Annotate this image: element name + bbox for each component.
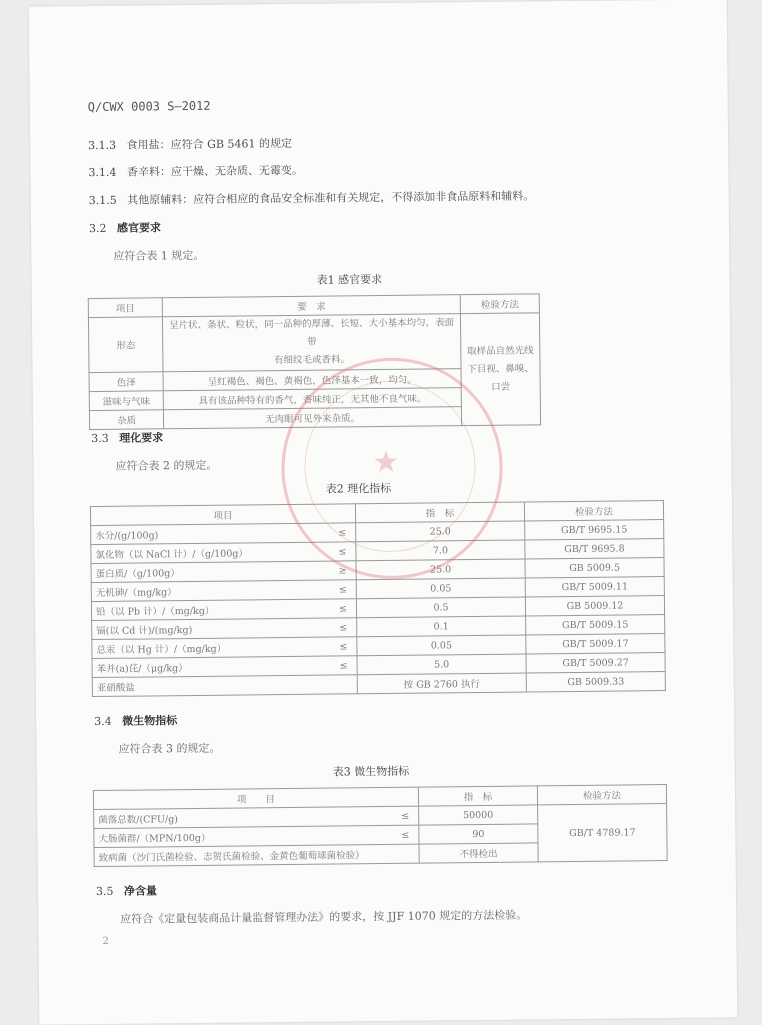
row-value: 90 — [419, 824, 538, 844]
row-operator: ≤ — [392, 825, 419, 844]
row-requirement: 呈红褐色、褐色、黄褐色，色泽基本一致，均匀。 — [163, 369, 461, 391]
table2-caption: 表2 理化指标 — [325, 481, 392, 496]
row-method: GB 5009.12 — [525, 596, 664, 616]
table1-caption: 表1 感官要求 — [316, 272, 383, 287]
row-value: 0.05 — [356, 578, 525, 599]
row-operator — [331, 675, 358, 694]
clause-3-1-5 — [89, 187, 535, 208]
column-header: 检验方法 — [460, 294, 539, 314]
section-number: 3.4 — [94, 714, 112, 729]
column-header: 项目 — [90, 504, 355, 526]
row-item: 水分/(g/100g) — [91, 523, 330, 544]
row-method: GB/T 5009.27 — [526, 653, 665, 673]
row-item: 镉(以 Cd 计)/(mg/kg) — [92, 618, 331, 639]
section-3-2-heading — [89, 219, 161, 236]
row-method: GB/T 5009.11 — [525, 577, 664, 597]
clause-3-1-4 — [88, 162, 303, 180]
row-operator: ≤ — [330, 618, 357, 637]
seal-star-icon: ★ — [372, 444, 400, 481]
row-value: 25.0 — [356, 521, 525, 542]
row-method: GB 5009.5 — [525, 558, 664, 578]
column-header: 检验方法 — [537, 785, 666, 805]
row-operator: ≥ — [330, 561, 357, 580]
row-value: 0.05 — [357, 635, 526, 656]
section-3-4-body: 应符合表 3 的规定。 — [118, 741, 221, 756]
section-title: 净含量 — [123, 884, 158, 898]
row-requirement — [163, 314, 462, 372]
clause-text: 香辛料：应干燥、无杂质、无霉变。 — [126, 163, 303, 179]
table3-caption: 表3 微生物指标 — [332, 764, 410, 779]
section-number: 3.5 — [95, 884, 114, 899]
row-operator — [392, 844, 419, 863]
table3-microbiological — [93, 784, 668, 867]
row-method: GB 5009.33 — [526, 672, 665, 692]
column-header: 项 目 — [93, 787, 418, 809]
row-item: 色泽 — [89, 372, 163, 392]
row-item: 蛋白质/（g/100g） — [91, 561, 330, 582]
clause-number: 3.1.4 — [88, 165, 117, 180]
column-header: 要 求 — [162, 295, 460, 317]
clause-3-1-3 — [88, 135, 292, 153]
section-3-3-heading — [91, 429, 163, 446]
section-title: 理化要求 — [119, 431, 164, 445]
row-value: 不得检出 — [419, 843, 538, 863]
document-code: Q/CWX 0003 S—2012 — [87, 98, 211, 115]
row-operator: ≤ — [331, 656, 358, 675]
test-method-cell: 取样品自然光线下目视、鼻嗅、口尝 — [461, 313, 541, 426]
row-item: 大肠菌群/（MPN/100g） — [94, 825, 393, 847]
row-requirement: 无肉眼可见外来杂质。 — [164, 407, 462, 429]
section-3-5-body: 应符合《定量包装商品计量监督管理办法》的要求，按 JJF 1070 规定的方法检验。 — [120, 908, 528, 926]
row-method: GB/T 5009.17 — [526, 634, 665, 654]
clause-text: 食用盐：应符合 GB 5461 的规定 — [126, 136, 293, 152]
row-operator: ≤ — [330, 599, 357, 618]
row-item: 滋味与气味 — [89, 391, 163, 411]
row-method: GB/T 9695.8 — [525, 539, 664, 559]
row-operator: ≤ — [330, 637, 357, 656]
table1-sensory — [88, 293, 541, 430]
row-item: 总汞（以 Hg 计）/（mg/kg） — [92, 637, 331, 658]
document-page — [29, 0, 738, 1025]
row-method: GB/T 9695.15 — [525, 520, 664, 540]
row-operator: ≤ — [329, 542, 356, 561]
column-header: 检验方法 — [524, 501, 663, 521]
row-item: 杂质 — [89, 410, 163, 430]
section-number: 3.3 — [91, 431, 109, 446]
section-3-3-body: 应符合表 2 的规定。 — [115, 458, 218, 473]
section-title: 感官要求 — [116, 221, 162, 235]
row-value: 50000 — [419, 805, 538, 825]
requirement-line: 有细纹毛或香料。 — [273, 354, 351, 367]
column-header: 指 标 — [355, 502, 524, 523]
clause-number: 3.1.3 — [88, 138, 117, 153]
row-value: 0.5 — [356, 597, 525, 618]
row-item: 苯并(a)芘/（μg/kg） — [92, 656, 331, 677]
row-operator: ≤ — [329, 523, 356, 542]
row-operator: ≤ — [330, 580, 357, 599]
row-requirement: 具有该品种特有的香气，香味纯正，无其他不良气味。 — [163, 388, 461, 410]
row-item: 致病菌（沙门氏菌检验、志贺氏菌检验、金黄色葡萄球菌检验） — [94, 844, 393, 866]
page-number: 2 — [102, 935, 109, 947]
section-title: 微生物指标 — [122, 714, 178, 728]
requirement-line: 呈片状、条状、粒状，同一品种的厚薄、长短、大小基本均匀，表面带 — [169, 317, 455, 348]
clause-number: 3.1.5 — [88, 193, 117, 208]
table2-physicochemical — [90, 500, 666, 697]
row-item: 菌落总数/(CFU/g) — [94, 806, 393, 828]
row-value: 25.0 — [356, 559, 525, 580]
row-value: 0.1 — [357, 616, 526, 637]
test-method-cell: GB/T 4789.17 — [538, 804, 668, 862]
row-item: 氯化物（以 NaCl 计）/（g/100g） — [91, 542, 330, 563]
row-value: 按 GB 2760 执行 — [357, 673, 526, 694]
column-header: 项目 — [88, 298, 162, 318]
row-method: GB/T 5009.15 — [526, 615, 665, 635]
column-header: 指 标 — [418, 786, 537, 806]
section-number: 3.2 — [88, 221, 107, 236]
clause-text: 其他原辅料：应符合相应的食品安全标准和有关规定，不得添加非食品原料和辅料。 — [127, 189, 535, 207]
section-3-5-heading — [96, 882, 157, 899]
row-item: 铅（以 Pb 计）/（mg/kg） — [91, 599, 330, 620]
row-item: 无机砷/（mg/kg） — [91, 580, 330, 601]
section-3-4-heading — [94, 712, 177, 729]
row-item: 形态 — [88, 317, 163, 373]
table-row — [88, 313, 540, 373]
row-item: 亚硝酸盐 — [92, 675, 331, 696]
section-3-2-body: 应符合表 1 规定。 — [113, 248, 205, 263]
row-value: 7.0 — [356, 540, 525, 561]
row-value: 5.0 — [357, 654, 526, 675]
row-operator: ≤ — [392, 806, 419, 825]
